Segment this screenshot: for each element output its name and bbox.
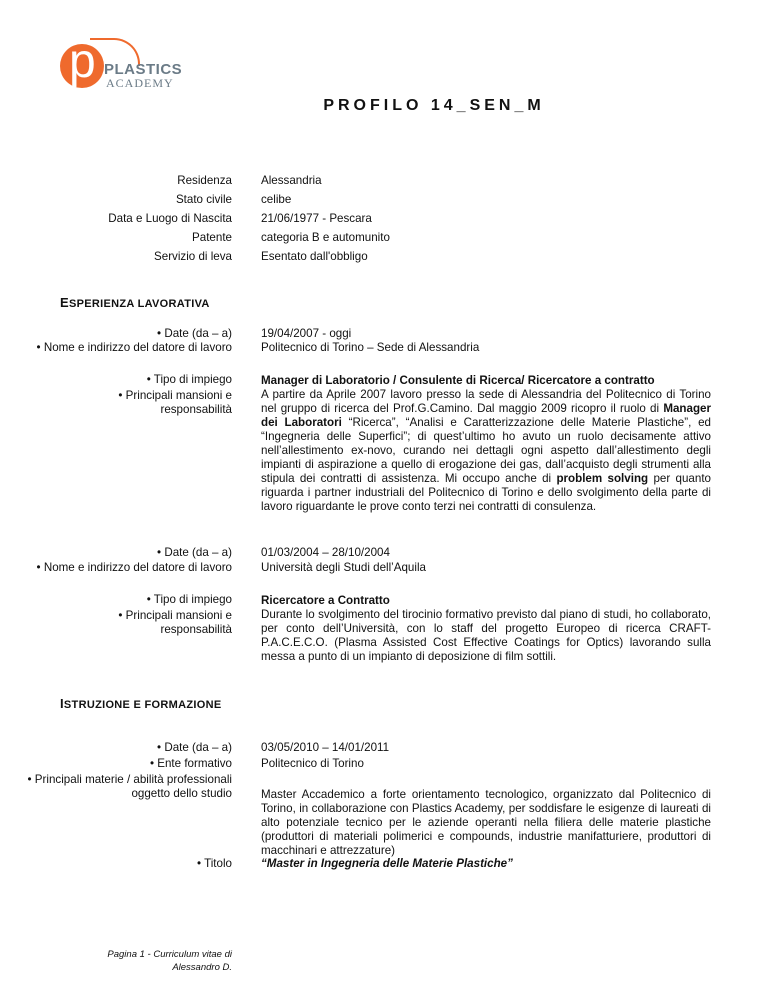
job1-label-employer: • Nome e indirizzo del datore di lavoro	[36, 341, 232, 354]
edu-label-subjects: • Principali materie / abilità professionali oggetto dello studio	[27, 773, 232, 800]
label-stato-civile: Stato civile	[175, 193, 232, 206]
job2-date: 01/03/2004 – 28/10/2004	[261, 546, 390, 559]
value-residenza: Alessandria	[261, 174, 322, 187]
value-stato-civile: celibe	[261, 193, 292, 206]
job1-description	[261, 388, 711, 514]
page-footer: Pagina 1 - Curriculum vitae di Alessandro D.	[107, 949, 232, 973]
job1-desc-part1: A partire da Aprile 2007 lavoro presso la sede di Alessandria del Politecnico di Torino nel gruppo di ricerca del Prof.G.Camino. Dal maggio 2009 ricopro il ruolo di	[261, 388, 711, 415]
edu-subjects: Master Accademico a forte orientamento tecnologico, organizzato dal Politecnico di Torino, in collaborazione con Plastics Academy, per soddisfare le esigenze di laureati di alto potenziale tecnico per le aziende operanti nella filiera delle materie plastiche (produttori di materiali polimerici e compounds, industrie manifatturiere, produttori di macchinari e attrezzature)	[261, 788, 711, 857]
value-nascita: 21/06/1977 - Pescara	[261, 212, 372, 225]
job2-description: Durante lo svolgimento del tirocinio formativo previsto dal piano di studi, ho collaborato, per conto dell’Università, con lo staff del progetto Europeo di ricerca CRAFT-P.A.C.E.C.O. (Plasma Assisted Cost Effective Coatings for Optics) lavorando sulla messa a punto di un impianto di deposizione di film sottili.	[261, 608, 711, 663]
job1-desc-bold2: problem solving	[556, 472, 649, 485]
edu-degree: “Master in Ingegneria delle Materie Plastiche”	[261, 857, 513, 870]
job1-label-duties: • Principali mansioni e responsabilità	[118, 389, 232, 416]
heading-rest: STRUZIONE E FORMAZIONE	[63, 699, 222, 711]
job1-desc-part2: “Ricerca”, “Analisi e Caratterizzazione delle Materie Plastiche”, ed “Ingegneria delle Superfici”; di quest’ultimo ho avuto un ruolo decisamente attivo nell’allestimento ex-novo, curando nei dettagli ogni aspetto dall’allestimento degli impianti di aspirazione a quello di erogazione dei gas, dall’acquisto degli strumenti alla stipula dei contratti di assistenza. Mi occupo anche di	[261, 416, 711, 485]
logo-sub: ACADEMY	[106, 76, 174, 90]
plastics-academy-logo	[60, 35, 190, 94]
job2-label-employer: • Nome e indirizzo del datore di lavoro	[36, 561, 232, 574]
label-residenza: Residenza	[177, 174, 232, 187]
heading-initial: E	[60, 295, 69, 310]
job2-role: Ricercatore a Contratto	[261, 594, 390, 607]
edu-label-institution: • Ente formativo	[149, 757, 232, 770]
job2-employer: Università degli Studi dell’Aquila	[261, 561, 426, 574]
logo-letter: p	[69, 35, 96, 88]
job1-employer: Politecnico di Torino – Sede di Alessandria	[261, 341, 480, 354]
job1-desc-part3: per quanto riguarda i partner industriali del Politecnico di Torino e dello svolgimento della parte di lavoro riguardante le prove conto terzi nei contratti di consulenza.	[261, 472, 711, 513]
job2-label-type: • Tipo di impiego	[146, 593, 232, 606]
logo-brand: PLASTICS	[104, 61, 183, 78]
job1-desc-bold1: Manager dei Laboratori	[261, 402, 711, 429]
edu-label-title: • Titolo	[197, 857, 232, 870]
job1-label-type: • Tipo di impiego	[146, 373, 232, 386]
edu-date: 03/05/2010 – 14/01/2011	[261, 741, 390, 754]
job1-label-date: • Date (da – a)	[157, 327, 232, 340]
job2-label-duties: • Principali mansioni e responsabilità	[118, 609, 232, 636]
job2-label-date: • Date (da – a)	[157, 546, 232, 559]
edu-label-date: • Date (da – a)	[157, 741, 232, 754]
job1-date: 19/04/2007 - oggi	[261, 327, 352, 340]
section-experience-heading	[60, 295, 210, 310]
label-patente: Patente	[192, 231, 232, 244]
label-servizio-leva: Servizio di leva	[154, 250, 232, 263]
edu-institution: Politecnico di Torino	[261, 757, 364, 770]
page-title: PROFILO 14_SEN_M	[323, 97, 545, 114]
heading-initial: I	[60, 696, 64, 711]
label-nascita: Data e Luogo di Nascita	[108, 212, 232, 225]
value-servizio-leva: Esentato dall'obbligo	[261, 250, 368, 263]
section-education-heading	[60, 696, 221, 711]
job1-role: Manager di Laboratorio / Consulente di Ricerca/ Ricercatore a contratto	[261, 374, 655, 387]
value-patente: categoria B e automunito	[261, 231, 390, 244]
heading-rest: SPERIENZA LAVORATIVA	[68, 298, 210, 310]
